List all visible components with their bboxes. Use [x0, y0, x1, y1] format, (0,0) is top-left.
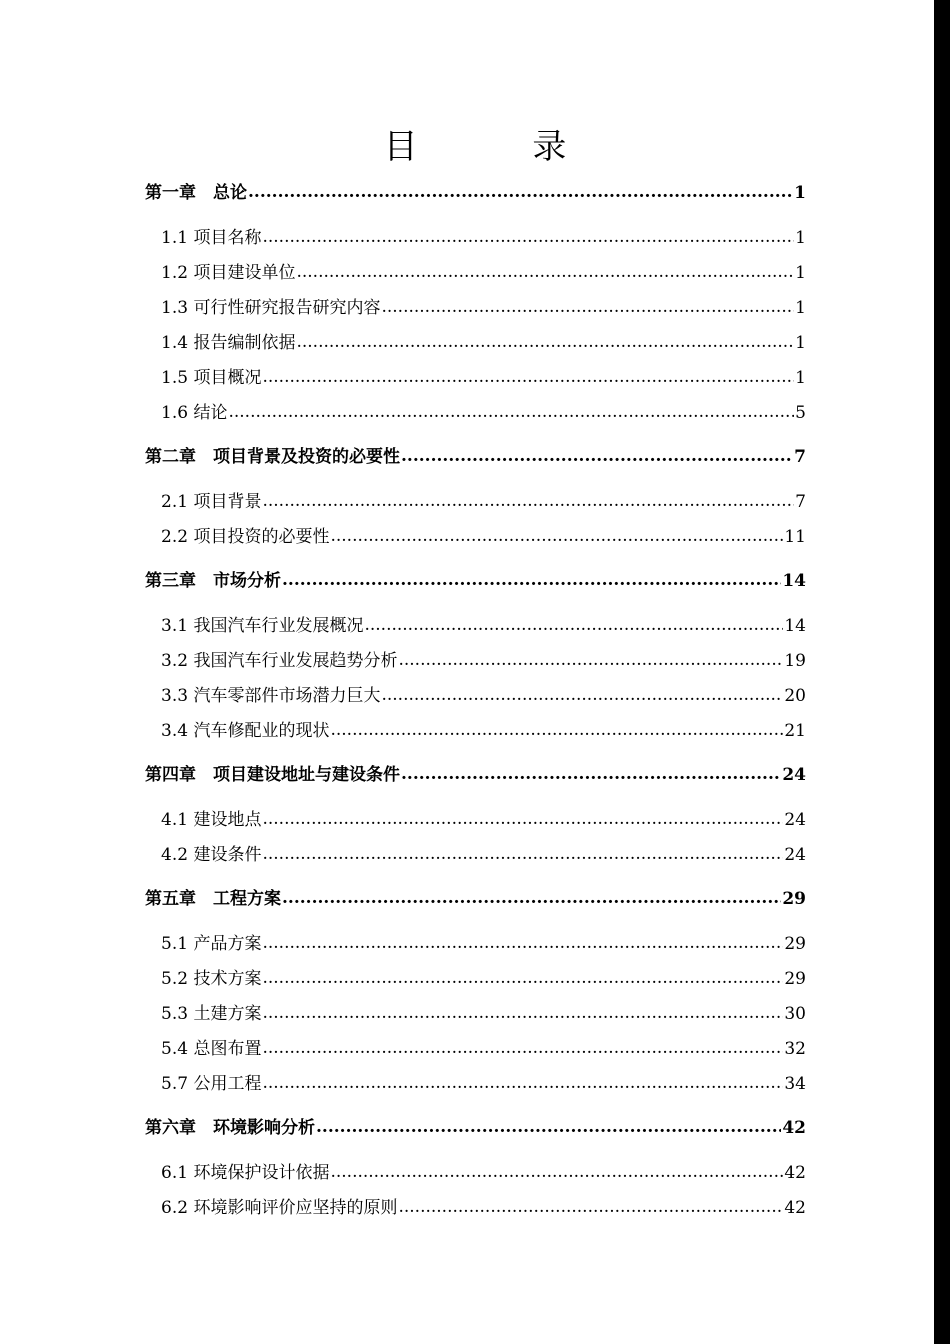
toc-section-entry[interactable]: [161, 967, 806, 991]
toc-dot-leader: [401, 444, 793, 468]
toc-section-entry[interactable]: [161, 525, 806, 549]
toc-section-entry[interactable]: [161, 719, 806, 743]
toc-page-number: 24: [784, 810, 806, 830]
toc-chapter-entry[interactable]: [145, 181, 806, 205]
toc-entry-label: 1.3 可行性研究报告研究内容: [161, 298, 381, 318]
toc-section-entry[interactable]: [161, 808, 806, 832]
toc-chapter-entry[interactable]: [145, 445, 806, 469]
toc-entry-label: 3.2 我国汽车行业发展趋势分析: [161, 651, 398, 671]
toc-chapter-entry[interactable]: [145, 1116, 806, 1140]
toc-title: 目 录: [383, 127, 619, 167]
toc-dot-leader: [228, 400, 794, 424]
toc-page-number: 11: [784, 527, 806, 547]
toc-dot-leader: [262, 1001, 783, 1025]
toc-dot-leader: [262, 966, 783, 990]
toc-dot-leader: [381, 683, 783, 707]
toc-page-number: 1: [795, 263, 806, 283]
page-edge-shadow: [934, 0, 950, 1344]
toc-section-entry[interactable]: [161, 1037, 806, 1061]
toc-entry-label: 3.4 汽车修配业的现状: [161, 721, 330, 741]
toc-entry-label: 1.4 报告编制依据: [161, 333, 296, 353]
toc-section-entry[interactable]: [161, 684, 806, 708]
toc-entry-label: 6.2 环境影响评价应坚持的原则: [161, 1198, 398, 1218]
toc-section-entry[interactable]: [161, 843, 806, 867]
toc-dot-leader: [248, 180, 793, 204]
toc-page-number: 1: [795, 333, 806, 353]
toc-entry-label: 4.1 建设地点: [161, 810, 262, 830]
toc-dot-leader: [262, 1071, 783, 1095]
toc-page-number: 1: [795, 368, 806, 388]
toc-section-entry[interactable]: [161, 932, 806, 956]
toc-entry-label: 第六章 环境影响分析: [145, 1118, 315, 1138]
toc-entry-label: 4.2 建设条件: [161, 845, 262, 865]
toc-dot-leader: [296, 330, 794, 354]
toc-section-entry[interactable]: [161, 1196, 806, 1220]
toc-page-number: 5: [795, 403, 806, 423]
toc-section-entry[interactable]: [161, 1002, 806, 1026]
toc-entry-label: 3.1 我国汽车行业发展概况: [161, 616, 364, 636]
toc-page-number: 29: [782, 889, 806, 909]
toc-page-number: 29: [784, 969, 806, 989]
toc-chapter-entry[interactable]: [145, 763, 806, 787]
toc-page-number: 24: [782, 765, 806, 785]
toc-section-entry[interactable]: [161, 366, 806, 390]
toc-dot-leader: [330, 524, 783, 548]
toc-entry-label: 2.1 项目背景: [161, 492, 262, 512]
toc-section-entry[interactable]: [161, 331, 806, 355]
toc-dot-leader: [262, 489, 794, 513]
toc-dot-leader: [330, 718, 783, 742]
toc-page-number: 14: [784, 616, 806, 636]
toc-page-number: 24: [784, 845, 806, 865]
toc-dot-leader: [262, 365, 794, 389]
toc-section-entry[interactable]: [161, 226, 806, 250]
toc-section-entry[interactable]: [161, 296, 806, 320]
toc-dot-leader: [398, 648, 783, 672]
toc-page-number: 21: [784, 721, 806, 741]
toc-section-entry[interactable]: [161, 1072, 806, 1096]
toc-entry-label: 1.1 项目名称: [161, 228, 262, 248]
toc-entry-label: 2.2 项目投资的必要性: [161, 527, 330, 547]
toc-section-entry[interactable]: [161, 649, 806, 673]
toc-page-number: 7: [794, 447, 806, 467]
toc-page-number: 42: [784, 1163, 806, 1183]
toc-page-number: 29: [784, 934, 806, 954]
toc-entry-label: 第二章 项目背景及投资的必要性: [145, 447, 400, 467]
toc-entry-label: 1.6 结论: [161, 403, 228, 423]
toc-dot-leader: [282, 886, 781, 910]
toc-dot-leader: [364, 613, 783, 637]
toc-dot-leader: [262, 225, 794, 249]
toc-entry-label: 第一章 总论: [145, 183, 247, 203]
toc-chapter-entry[interactable]: [145, 887, 806, 911]
toc-page-number: 30: [784, 1004, 806, 1024]
toc-entry-label: 5.1 产品方案: [161, 934, 262, 954]
toc-entry-label: 5.7 公用工程: [161, 1074, 262, 1094]
toc-entry-label: 5.2 技术方案: [161, 969, 262, 989]
toc-dot-leader: [330, 1160, 783, 1184]
toc-page-number: 7: [795, 492, 806, 512]
toc-dot-leader: [381, 295, 794, 319]
toc-chapter-entry[interactable]: [145, 569, 806, 593]
toc-dot-leader: [401, 762, 781, 786]
toc-dot-leader: [282, 568, 781, 592]
toc-entry-label: 第五章 工程方案: [145, 889, 281, 909]
toc-section-entry[interactable]: [161, 1161, 806, 1185]
toc-dot-leader: [262, 1036, 783, 1060]
toc-dot-leader: [262, 931, 783, 955]
toc-page-number: 1: [794, 183, 806, 203]
toc-page-number: 1: [795, 298, 806, 318]
toc-page-number: 32: [784, 1039, 806, 1059]
toc-page-number: 20: [784, 686, 806, 706]
toc-page-number: 14: [782, 571, 806, 591]
toc-section-entry[interactable]: [161, 401, 806, 425]
toc-entry-label: 3.3 汽车零部件市场潜力巨大: [161, 686, 381, 706]
toc-dot-leader: [316, 1115, 781, 1139]
toc-page-number: 42: [784, 1198, 806, 1218]
toc-entry-label: 1.2 项目建设单位: [161, 263, 296, 283]
toc-entry-label: 5.4 总图布置: [161, 1039, 262, 1059]
toc-section-entry[interactable]: [161, 614, 806, 638]
toc-page-number: 19: [784, 651, 806, 671]
toc-dot-leader: [262, 842, 783, 866]
toc-page-number: 1: [795, 228, 806, 248]
toc-dot-leader: [296, 260, 794, 284]
toc-dot-leader: [262, 807, 783, 831]
toc-page-number: 42: [782, 1118, 806, 1138]
toc-entry-label: 6.1 环境保护设计依据: [161, 1163, 330, 1183]
toc-entry-label: 5.3 土建方案: [161, 1004, 262, 1024]
toc-section-entry[interactable]: [161, 261, 806, 285]
toc-entry-label: 第四章 项目建设地址与建设条件: [145, 765, 400, 785]
toc-entry-label: 第三章 市场分析: [145, 571, 281, 591]
toc-dot-leader: [398, 1195, 783, 1219]
toc-entry-label: 1.5 项目概况: [161, 368, 262, 388]
toc-page-number: 34: [784, 1074, 806, 1094]
toc-section-entry[interactable]: [161, 490, 806, 514]
